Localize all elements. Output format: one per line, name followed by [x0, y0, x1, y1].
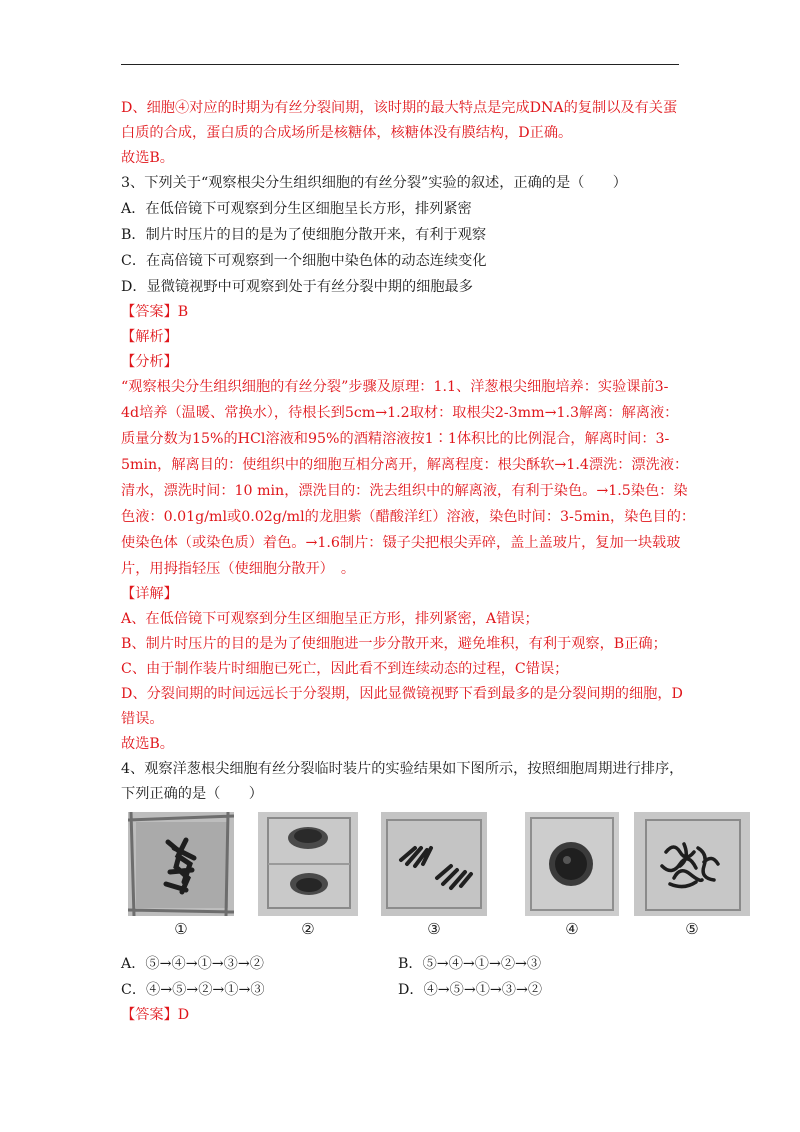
q4-option-c: C．④→⑤→②→①→③	[121, 982, 265, 998]
micrograph-5-image	[634, 812, 750, 916]
micrograph-4	[525, 812, 619, 938]
micrograph-3-image	[381, 812, 487, 916]
micrograph-3	[381, 812, 487, 938]
prev-answer-line-2: 白质的合成，蛋白质的合成场所是核糖体，核糖体没有膜结构，D正确。	[121, 125, 573, 141]
micrograph-4-image	[525, 812, 619, 916]
micrograph-row	[0, 812, 800, 942]
q4-option-a: A．⑤→④→①→③→②	[121, 956, 264, 972]
q3-option-c: C．在高倍镜下可观察到一个细胞中染色体的动态连续变化	[121, 253, 487, 269]
q3-analysis-line-5: 清水，漂洗时间：10 min，漂洗目的：洗去组织中的解离液，有利于染色。→1.5染色：染	[121, 483, 688, 499]
micrograph-2	[258, 812, 358, 938]
q3-analysis-line-1: “观察根尖分生组织细胞的有丝分裂”步骤及原理：1.1、洋葱根尖细胞培养：实验课前3-	[121, 379, 669, 395]
micrograph-1	[128, 812, 234, 938]
micrograph-1-label: ①	[174, 920, 188, 938]
q3-answer: 【答案】B	[121, 304, 189, 320]
prev-answer-line-1: D、细胞④对应的时期为有丝分裂间期，该时期的最大特点是完成DNA的复制以及有关蛋	[121, 100, 678, 116]
q3-detail-line-a: A、在低倍镜下可观察到分生区细胞呈正方形，排列紧密，A错误；	[121, 611, 539, 627]
q3-analysis-line-3: 质量分数为15%的HCl溶液和95%的酒精溶液按1∶1体积比的比例混合，解离时间：3-	[121, 431, 670, 447]
micrograph-4-label: ④	[565, 920, 579, 938]
q3-detail-line-b: B、制片时压片的目的是为了使细胞进一步分散开来，避免堆积，有利于观察，B正确；	[121, 636, 667, 652]
q3-detail-line-c: C、由于制作装片时细胞已死亡，因此看不到连续动态的过程，C错误；	[121, 661, 569, 677]
micrograph-1-image	[128, 812, 234, 916]
q3-option-a: A．在低倍镜下可观察到分生区细胞呈长方形，排列紧密	[121, 201, 472, 217]
micrograph-5-label: ⑤	[685, 920, 699, 938]
micrograph-2-image	[258, 812, 358, 916]
micrograph-5	[634, 812, 750, 938]
q3-analysis-line-7: 使染色体（或染色质）着色。→1.6制片：镊子尖把根尖弄碎，盖上盖玻片，复加一块载玻	[121, 535, 681, 551]
q3-option-b: B．制片时压片的目的是为了使细胞分散开来，有利于观察	[121, 227, 487, 243]
q3-analysis-line-4: 5min，解离目的：使组织中的细胞互相分离开，解离程度：根尖酥软→1.4漂洗：漂洗液：	[121, 457, 689, 473]
q4-stem-line-2: 下列正确的是（ ）	[121, 786, 263, 802]
q3-analysis-line-2: 4d培养（温暖、常换水），待根长到5cm→1.2取材：取根尖2-3mm→1.3解离：解离液：	[121, 405, 679, 421]
q3-jiexi-label: 【解析】	[121, 329, 178, 345]
q4-stem-line-1: 4、观察洋葱根尖细胞有丝分裂临时装片的实验结果如下图所示，按照细胞周期进行排序，	[121, 761, 684, 777]
q4-option-d: D．④→⑤→①→③→②	[398, 982, 543, 998]
q3-conclusion: 故选B。	[121, 736, 174, 752]
micrograph-2-label: ②	[301, 920, 315, 938]
q3-analysis-line-8: 片，用拇指轻压（使细胞分散开） 。	[121, 561, 356, 577]
q3-fenxi-label: 【分析】	[121, 354, 178, 370]
q3-detail-line-d-cont: 错误。	[121, 711, 164, 727]
q4-option-b: B．⑤→④→①→②→③	[398, 956, 542, 972]
q4-answer: 【答案】D	[121, 1007, 190, 1023]
q3-xiangjie-label: 【详解】	[121, 586, 178, 602]
header-rule	[121, 64, 679, 65]
q3-analysis-line-6: 色液：0.01g/ml或0.02g/ml的龙胆紫（醋酸洋红）溶液，染色时间：3-5min，染色目的：	[121, 509, 696, 525]
q3-stem: 3、下列关于“观察根尖分生组织细胞的有丝分裂”实验的叙述，正确的是（ ）	[121, 175, 627, 191]
prev-answer-conclusion: 故选B。	[121, 150, 174, 166]
q3-option-d: D．显微镜视野中可观察到处于有丝分裂中期的细胞最多	[121, 279, 473, 295]
q3-detail-line-d: D、分裂间期的时间远远长于分裂期，因此显微镜视野下看到最多的是分裂间期的细胞，D	[121, 686, 683, 702]
micrograph-3-label: ③	[427, 920, 441, 938]
